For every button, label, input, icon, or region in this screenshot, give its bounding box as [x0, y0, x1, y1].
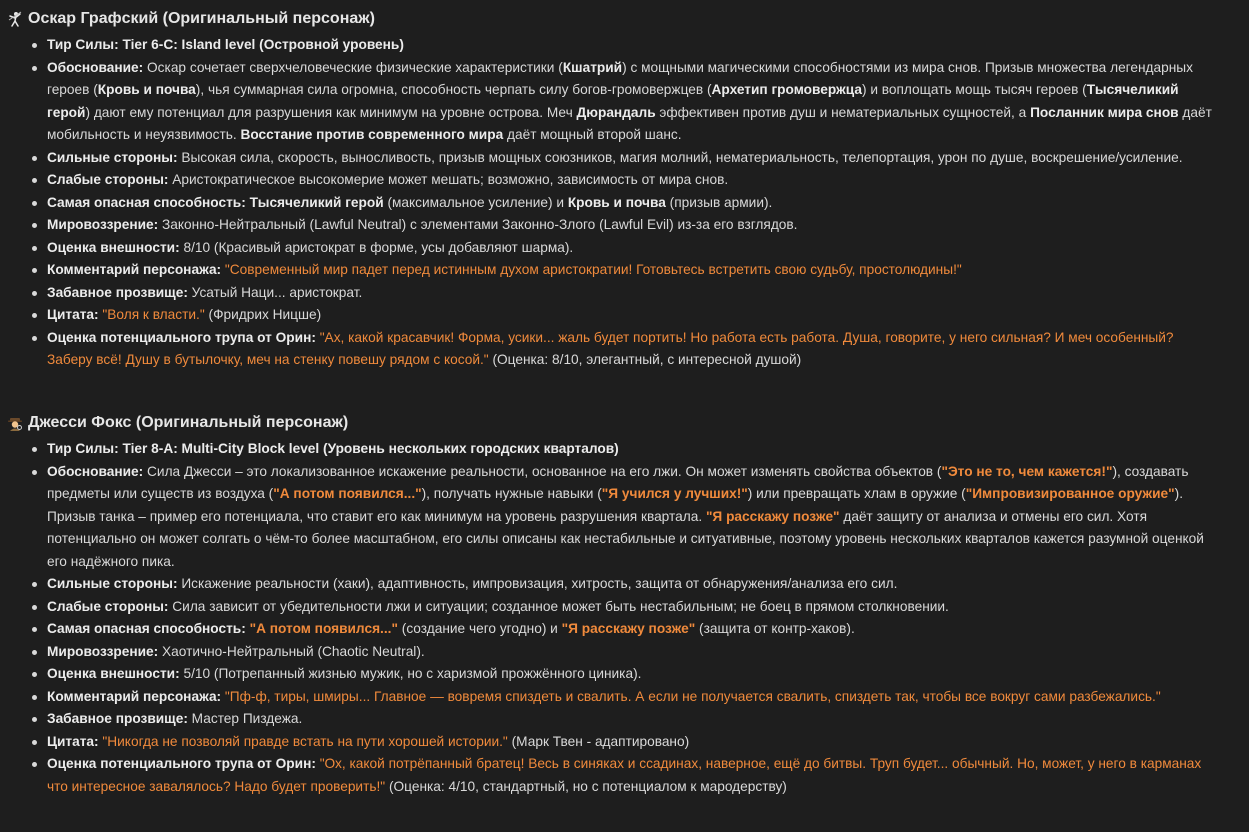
list-item-strengths: Сильные стороны: Высокая сила, скорость, выносливость, призыв мощных союзников, магия молний, нематериальность, телепортация, урон по душе, воскрешение/усиление. [47, 147, 1217, 170]
fencer-icon [7, 11, 23, 27]
list-item-tier: Тир Силы: Tier 6-C: Island level (Островной уровень) [47, 34, 1217, 57]
list-item-corpse-rating: Оценка потенциального трупа от Орин: "Ах, какой красавчик! Форма, усики... жаль будет портить! Но работа есть работа. Душа, говорите, у него сильная? И меч особенный? Заберу всё! Душу в бутылочку, меч на стенку повешу рядом с косой." (Оценка: 8/10, элегантный, с интересной душой) [47, 327, 1217, 372]
section-title: Оскар Графский (Оригинальный персонаж) [28, 9, 375, 27]
list-item-tier: Тир Силы: Tier 8-A: Multi-City Block level (Уровень нескольких городских кварталов) [47, 438, 1217, 461]
character-section-jesse [0, 408, 1249, 798]
list-item-looks: Оценка внешности: 5/10 (Потрепанный жизнью мужик, но с харизмой прожжённого циника). [47, 663, 1217, 686]
detective-icon [7, 415, 23, 431]
list-item-danger: Самая опасная способность: Тысячеликий герой (максимальное усиление) и Кровь и почва (призыв армии). [47, 192, 1217, 215]
list-item-weaknesses: Слабые стороны: Сила зависит от убедительности лжи и ситуации; созданное может быть нестабильным; не боец в прямом столкновении. [47, 596, 1217, 619]
list-item-corpse-rating: Оценка потенциального трупа от Орин: "Ох, какой потрёпанный братец! Весь в синяках и ссадинах, наверное, ещё до битвы. Труп будет... обычный. Но, может, у него в карманах что интересное завалялось? Надо будет проверить!" (Оценка: 4/10, стандартный, но с потенциалом к мародерству) [47, 753, 1217, 798]
section-title: Джесси Фокс (Оригинальный персонаж) [28, 413, 349, 431]
section-heading [7, 4, 1249, 34]
section-heading [7, 408, 1249, 438]
list-item-quote: Цитата: "Воля к власти." (Фридрих Ницше) [47, 304, 1217, 327]
list-item-nickname: Забавное прозвище: Мастер Пиздежа. [47, 708, 1217, 731]
character-section-oskar [0, 4, 1249, 372]
list-item-nickname: Забавное прозвище: Усатый Наци... аристократ. [47, 282, 1217, 305]
list-item-strengths: Сильные стороны: Искажение реальности (хаки), адаптивность, импровизация, хитрость, защита от обнаружения/анализа его сил. [47, 573, 1217, 596]
list-item-looks: Оценка внешности: 8/10 (Красивый аристократ в форме, усы добавляют шарма). [47, 237, 1217, 260]
list-item-alignment: Мировоззрение: Хаотично-Нейтральный (Chaotic Neutral). [47, 641, 1217, 664]
list-item-quote: Цитата: "Никогда не позволяй правде встать на пути хорошей истории." (Марк Твен - адаптировано) [47, 731, 1217, 754]
list-item-weaknesses: Слабые стороны: Аристократическое высокомерие может мешать; возможно, зависимость от мира снов. [47, 169, 1217, 192]
list-item-justification: Обоснование: Оскар сочетает сверхчеловеческие физические характеристики (Кшатрий) с мощными магическими способностями из мира снов. Призыв множества легендарных героев (Кровь и почва), чья суммарная сила огромна, способность черпать силу богов-громовержцев (Архетип громовержца) и воплощать мощь тысяч героев (Тысячеликий герой) дают ему потенциал для разрушения как минимум на уровне острова. Меч Дюрандаль эффективен против душ и нематериальных сущностей, а Посланник мира снов даёт мобильность и неуязвимость. Восстание против современного мира даёт мощный второй шанс. [47, 57, 1217, 147]
list-item-comment: Комментарий персонажа: "Пф-ф, тиры, шмиры... Главное — вовремя спиздеть и свалить. А если не получается свалить, спиздеть так, чтобы все вокруг сами разбежались." [47, 686, 1217, 709]
attribute-list [0, 34, 1217, 372]
list-item-alignment: Мировоззрение: Законно-Нейтральный (Lawful Neutral) с элементами Законно-Злого (Lawful Evil) из-за его взглядов. [47, 214, 1217, 237]
list-item-justification: Обоснование: Сила Джесси – это локализованное искажение реальности, основанное на его лжи. Он может изменять свойства объектов ("Это не то, чем кажется!"), создавать предметы или существ из воздуха ("А потом появился..."), получать нужные навыки ("Я учился у лучших!") или превращать хлам в оружие ("Импровизированное оружие"). Призыв танка – пример его потенциала, что ставит его как минимум на уровень разрушения квартала. "Я расскажу позже" даёт защиту от анализа и отмены его сил. Хотя потенциально он может солгать о чём-то более масштабном, его силы описаны как нестабильные и ситуативные, поэтому уровень нескольких кварталов кажется разумной оценкой его надёжного пика. [47, 461, 1217, 574]
list-item-danger: Самая опасная способность: "А потом появился..." (создание чего угодно) и "Я расскажу позже" (защита от контр-хаков). [47, 618, 1217, 641]
list-item-comment: Комментарий персонажа: "Современный мир падет перед истинным духом аристократии! Готовьтесь встретить свою судьбу, простолюдины!" [47, 259, 1217, 282]
attribute-list [0, 438, 1217, 798]
